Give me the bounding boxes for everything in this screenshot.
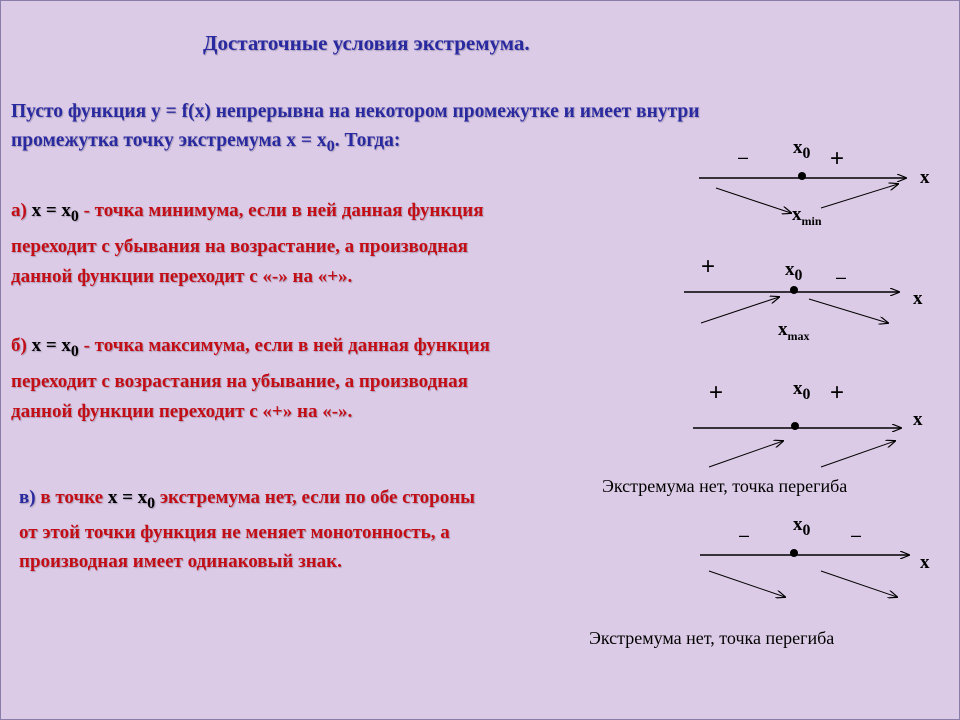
d2-axis-label: x (913, 288, 923, 309)
d4-x0-label (793, 514, 810, 540)
arrow-increase-1 (821, 184, 898, 208)
d1-sign-left: – (738, 147, 749, 167)
d1-x0-sub: 0 (802, 144, 811, 162)
d2-caption (778, 319, 810, 344)
case-b-rest: - точка максимума, если в ней данная функция (78, 335, 490, 356)
d3-axis-label: x (913, 409, 923, 430)
case-a-prefix: а) (11, 200, 32, 221)
d3-x0-sub: 0 (802, 385, 811, 403)
d1-x0-label (793, 137, 810, 163)
case-a-subscript: 0 (70, 207, 79, 225)
d2-x0-sub: 0 (794, 266, 803, 284)
case-v-math: х = х (107, 487, 148, 508)
d1-caption (792, 204, 822, 229)
sign-diagrams (1, 1, 959, 719)
d3-x0-label (793, 378, 810, 404)
arrow-decrease-4b (821, 571, 897, 597)
d4-x0-text: x (793, 514, 803, 535)
d2-sign-right: – (836, 267, 847, 287)
d2-caption-text: x (778, 319, 788, 340)
d3-sign-right: + (830, 379, 845, 406)
d2-caption-sub: max (787, 328, 810, 343)
x0-point-3 (791, 422, 799, 430)
arrow-decrease-4a (709, 571, 785, 597)
d1-caption-text: x (792, 204, 802, 225)
d4-x0-sub: 0 (802, 521, 811, 539)
arrow-increase-3b (821, 441, 895, 467)
d3-sign-left: + (709, 379, 724, 406)
d2-x0-text: x (785, 259, 795, 280)
d3-caption: Экстремума нет, точка перегиба (602, 476, 848, 496)
x0-point-1 (798, 172, 806, 180)
diagram-max (684, 286, 899, 323)
case-b-math: х = х (31, 335, 71, 356)
d4-caption: Экстремума нет, точка перегиба (589, 628, 835, 648)
d4-sign-right: – (851, 525, 862, 545)
case-b-line-3: данной функции переходит с «+» на «-». (11, 400, 353, 422)
case-v-line-3: производная имеет одинаковый знак. (19, 550, 342, 572)
case-v-subscript: 0 (147, 494, 156, 512)
d1-axis-label: x (920, 167, 930, 188)
d1-caption-sub: min (801, 213, 822, 228)
case-a-line-3: данной функции переходит с «-» на «+». (11, 265, 353, 287)
intro-subscript: 0 (326, 136, 335, 155)
case-b-subscript: 0 (70, 342, 79, 360)
arrow-increase-3a (709, 441, 783, 467)
case-v-prefix: в) (19, 487, 41, 508)
case-a-rest: - точка минимума, если в ней данная функция (78, 200, 484, 221)
case-a-line-2: переходит с убывания на возрастание, а производная (11, 235, 468, 257)
d1-sign-right: + (830, 145, 845, 172)
d3-x0-text: x (793, 378, 803, 399)
d4-axis-label: x (920, 552, 930, 573)
case-b-prefix: б) (11, 335, 32, 356)
case-v-line-2: от этой точки функция не меняет монотонность, а (19, 521, 450, 543)
arrow-decrease-1 (716, 188, 791, 213)
diagram-inflection-minus (700, 549, 909, 597)
d2-sign-left: + (701, 253, 716, 280)
arrow-decrease-2 (809, 299, 888, 323)
x0-point-2 (790, 286, 798, 294)
case-a-math: х = х (31, 200, 71, 221)
d2-x0-label (785, 259, 802, 285)
case-v-rest: экстремума нет, если по обе стороны (155, 487, 475, 508)
intro-line-2-end: . Тогда: (334, 130, 401, 151)
d1-x0-text: x (793, 137, 803, 158)
intro-line-2-text: промежутка точку экстремума х = х (11, 130, 327, 151)
arrow-increase-2 (701, 297, 779, 323)
intro-line-1: Пусто функция у = f(х) непрерывна на некотором промежутке и имеет внутри (11, 101, 700, 122)
case-v-pre-text: в точке (40, 487, 108, 508)
slide-title: Достаточные условия экстремума. (203, 31, 530, 55)
x0-point-4 (790, 549, 798, 557)
diagram-inflection-plus (693, 422, 901, 467)
d4-sign-left: – (739, 525, 750, 545)
case-b-line-2: переходит с возрастания на убывание, а производная (11, 370, 468, 392)
